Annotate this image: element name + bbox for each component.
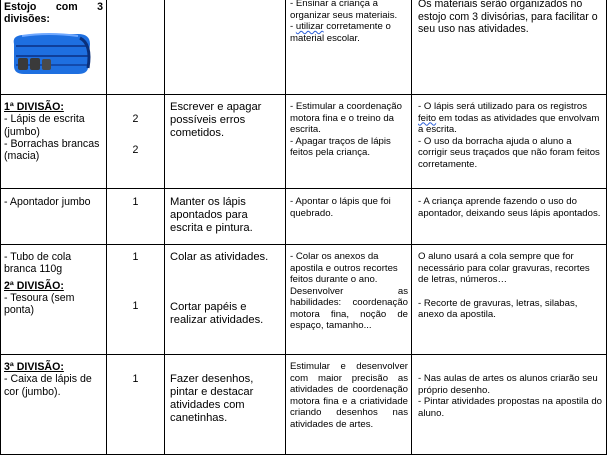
objective-text: Estimular e desenvolver com maior precisão as atividades de coordenação motora fina e a criatividade criando desenhos nas atividades de artes.: [290, 361, 408, 430]
justification-cell: [412, 189, 607, 245]
objective-text-2: [290, 21, 408, 44]
table-row: [1, 95, 607, 189]
justification-text: - O uso da borracha ajuda o aluno a corrigir seus traçados que não foram feitos corretamente.: [418, 135, 600, 170]
item-cell: [1, 355, 107, 455]
quantity-value: 1: [132, 251, 139, 263]
item-cell: [1, 0, 107, 95]
quantity-cell: [107, 95, 165, 189]
division-heading: 1ª DIVISÃO:: [4, 101, 64, 113]
objective-text: - Ensinar a criança a organizar seus materiais.: [290, 0, 398, 21]
use-cell: [165, 245, 286, 355]
item-text: - Tesoura (sem ponta): [4, 291, 75, 317]
use-text: Fazer desenhos, pintar e destacar atividades com canetinhas.: [170, 373, 254, 424]
use-cell: [165, 355, 286, 455]
justification-cell: [412, 245, 607, 355]
item-text: - Tubo de cola branca 110g: [4, 251, 72, 276]
quantity-value: 2: [132, 144, 139, 157]
spell-flag-text: utilizar: [295, 21, 324, 32]
justification-text: O aluno usará a cola sempre que for necessário para colar gravuras, recortes de letras, números…: [418, 251, 590, 285]
text-fragment: corretamente o material escolar.: [290, 21, 391, 44]
item-text: - Borrachas brancas (macia): [4, 137, 100, 163]
use-cell: [165, 95, 286, 189]
use-text: Escrever e apagar possíveis erros cometidos.: [170, 101, 262, 139]
quantity-cell: [107, 189, 165, 245]
item-cell: [1, 245, 107, 355]
table-row: [1, 189, 607, 245]
item-cell: [1, 95, 107, 189]
quantity-value: 1: [132, 373, 139, 385]
objective-cell: [286, 189, 412, 245]
division-heading: 3ª DIVISÃO:: [4, 361, 64, 373]
quantity-value: 1: [132, 196, 139, 208]
objective-text: - Colar os anexos da apostila e outros recortes feitos durante o ano.: [290, 251, 398, 285]
table-row: [1, 355, 607, 455]
quantity-value: 1: [132, 300, 139, 313]
objective-text: Desenvolver as habilidades: coordenação motora fina, noção de espaço, tamanho...: [290, 285, 408, 331]
item-text: - Lápis de escrita (jumbo): [4, 113, 85, 138]
objective-cell: [286, 245, 412, 355]
use-cell: [165, 189, 286, 245]
text-fragment: -: [290, 21, 296, 32]
justification-cell: [412, 355, 607, 455]
objective-text: - Estimular a coordenação motora fina e o treino da escrita.: [290, 101, 402, 135]
objective-cell: [286, 0, 412, 95]
text-fragment: em todas as atividades que envolvam a escrita.: [418, 112, 600, 135]
quantity-cell: [107, 355, 165, 455]
table-row: [1, 245, 607, 355]
justification-text: - Recorte de gravuras, letras, silabas, anexo da apostila.: [418, 297, 578, 320]
item-cell: [1, 189, 107, 245]
objective-cell: [286, 355, 412, 455]
objective-text: - Apagar traços de lápis feitos pela criança.: [290, 135, 391, 158]
justification-cell: [412, 95, 607, 189]
objective-text: - Apontar o lápis que foi quebrado.: [290, 196, 391, 219]
quantity-cell: [107, 0, 165, 95]
use-text: Colar as atividades.: [170, 251, 269, 263]
item-text: - Caixa de lápis de cor (jumbo).: [4, 373, 92, 398]
justification-cell: [412, 0, 607, 95]
text-fragment: - O lápis será utilizado para os registros: [418, 101, 588, 112]
justification-text: - Pintar atividades propostas na apostila do aluno.: [418, 396, 602, 419]
pencil-case-title: Estojo com 3 divisões:: [4, 1, 103, 26]
item-text: - Apontador jumbo: [4, 196, 91, 208]
quantity-value: 2: [132, 113, 139, 125]
objective-cell: [286, 95, 412, 189]
justification-text: - A criança aprende fazendo o uso do apontador, deixando seus lápis apontados.: [418, 196, 601, 219]
quantity-cell: [107, 245, 165, 355]
use-text: Manter os lápis apontados para escrita e pintura.: [170, 196, 253, 234]
division-heading: 2ª DIVISÃO:: [4, 279, 64, 292]
pencil-case-icon: [8, 30, 94, 76]
use-text: Cortar papéis e realizar atividades.: [170, 301, 264, 326]
justification-text: - Nas aulas de artes os alunos criarão seu próprio desenho.: [418, 373, 598, 396]
use-cell: [165, 0, 286, 95]
justification-text: Os materiais serão organizados no estojo com 3 divisórias, para facilitar o seu uso nas atividades.: [418, 0, 598, 35]
justification-text: [418, 101, 603, 136]
table-row: [1, 0, 607, 95]
spell-flag-text: feito: [418, 112, 437, 124]
